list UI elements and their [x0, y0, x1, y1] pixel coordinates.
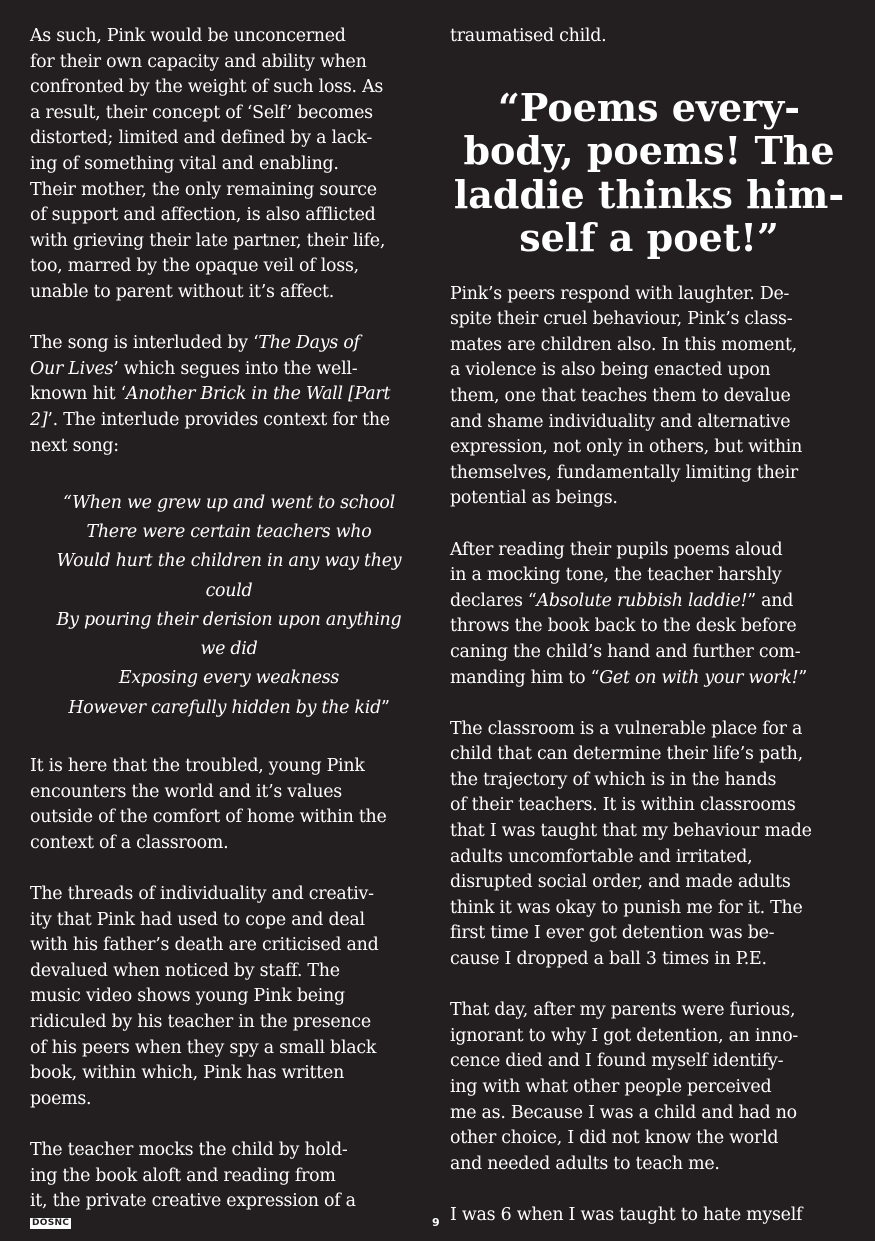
text-line: devalued when noticed by staff. The — [30, 960, 340, 981]
text-line: cause I dropped a ball 3 times in P.E. — [450, 949, 767, 970]
paragraph-that-day — [450, 998, 848, 1177]
text-line: encounters the world and it’s values — [30, 781, 342, 802]
text-line: of their teachers. It is within classrooms — [450, 795, 796, 816]
text-line: child that can determine their life’s path, — [450, 744, 803, 765]
lyric-line: Exposing every weakness — [118, 668, 340, 689]
text-line: music video shows young Pink being — [30, 986, 345, 1007]
text-line: ing with what other people perceived — [450, 1077, 772, 1097]
text-line: manding him to “Get on with your work!” — [450, 667, 808, 688]
text-line: potential as beings. — [450, 488, 618, 509]
text-line: a result, their concept of ‘Self’ becomes — [30, 102, 373, 123]
text-line: of support and affection, is also afflicted — [30, 205, 376, 226]
right-column — [450, 24, 848, 1229]
text-line: a violence is also being enacted upon — [450, 360, 771, 381]
paragraph-vulnerable — [450, 717, 848, 973]
text-line: The classroom is a vulnerable place for a — [450, 718, 803, 739]
text-line: with grieving their late partner, their life, — [30, 230, 386, 251]
text-line: The song is interluded by ‘The Days of — [30, 333, 360, 354]
text-line: for their own capacity and ability when — [30, 51, 367, 72]
lyric-line: Would hurt the children in any way they — [56, 551, 402, 572]
text-line: unable to parent without it’s affect. — [30, 281, 334, 302]
text-line: confronted by the weight of such loss. As — [30, 77, 384, 98]
text-line: first time I ever got detention was be- — [450, 923, 775, 944]
text-line: context of a classroom. — [30, 832, 229, 853]
lyric-line: we did — [200, 639, 258, 660]
lyric-line: could — [205, 580, 253, 601]
pull-quote — [450, 86, 848, 260]
text-line: mates are children also. In this moment, — [450, 334, 797, 355]
text-line: cence died and I found myself identify- — [450, 1051, 784, 1072]
text-line: declares “Absolute rubbish laddie!” and — [450, 590, 794, 611]
text-line: That day, after my parents were furious, — [450, 1000, 796, 1021]
text-line: it, the private creative expression of a — [30, 1191, 356, 1212]
paragraph-peers — [450, 282, 848, 512]
text-line: and shame individuality and alternative — [450, 411, 791, 432]
text-line: that I was taught that my behaviour made — [450, 821, 812, 842]
paragraph-reading-aloud — [450, 538, 848, 692]
paragraph-classroom — [30, 754, 428, 856]
paragraph-teacher-mocks — [30, 1138, 428, 1215]
lyric-line: However carefully hidden by the kid” — [68, 697, 390, 718]
pull-quote-line: laddie thinks him- — [453, 171, 845, 217]
text-line: next song: — [30, 435, 119, 456]
text-line: and needed adults to teach me. — [450, 1153, 720, 1174]
text-line: known hit ‘Another Brick in the Wall [Part — [30, 384, 391, 405]
text-line: ridiculed by his teacher in the presence — [30, 1012, 371, 1032]
text-line: ing of something vital and enabling. — [30, 153, 339, 174]
text-line: I was 6 when I was taught to hate myself — [450, 1204, 803, 1225]
text-line: them, one that teaches them to devalue — [450, 385, 791, 406]
pull-quote-line: body, poems! The — [463, 128, 835, 174]
text-line: traumatised child. — [450, 26, 607, 46]
text-line: Pink’s peers respond with laughter. De- — [450, 283, 790, 304]
lyric-line: “When we grew up and went to school — [63, 492, 395, 513]
text-line: ity that Pink had used to cope and deal — [30, 909, 365, 930]
text-line: spite their cruel behaviour, Pink’s class- — [450, 309, 793, 330]
text-line: throws the book back to the desk before — [450, 616, 797, 637]
text-line: with his father’s death are criticised and — [30, 935, 379, 956]
paragraph-interlude — [30, 331, 428, 459]
text-line: in a mocking tone, the teacher harshly — [450, 565, 782, 586]
text-line: expression, not only in others, but within — [450, 437, 803, 458]
text-line: disrupted social order, and made adults — [450, 872, 791, 893]
lyric-line: By pouring their derision upon anything — [56, 609, 402, 630]
text-line: of his peers when they spy a small black — [30, 1037, 377, 1058]
text-line: other choice, I did not know the world — [450, 1128, 779, 1149]
left-column — [30, 24, 428, 1215]
paragraph-age-six — [450, 1203, 848, 1229]
text-line: adults uncomfortable and irritated, — [450, 846, 753, 867]
text-line: themselves, fundamentally limiting their — [450, 462, 798, 483]
text-line: As such, Pink would be unconcerned — [30, 26, 346, 46]
page-number: 9 — [432, 1216, 440, 1229]
text-line: After reading their pupils poems aloud — [450, 539, 783, 560]
pull-quote-line: self a poet!” — [519, 215, 779, 261]
text-line: poems. — [30, 1088, 92, 1109]
text-line: The threads of individuality and creativ- — [30, 884, 374, 905]
pull-quote-line: “Poems every- — [497, 84, 801, 130]
paragraph-continued — [450, 24, 848, 50]
text-line: distorted; limited and defined by a lack- — [30, 128, 373, 149]
text-line: ignorant to why I got detention, an inno- — [450, 1025, 799, 1046]
text-line: me as. Because I was a child and had no — [450, 1102, 797, 1123]
text-line: caning the child’s hand and further com- — [450, 641, 801, 662]
text-line: Their mother, the only remaining source — [30, 179, 377, 200]
paragraph-loss — [30, 24, 428, 306]
lyric-line: There were certain teachers who — [86, 521, 372, 542]
text-line: think it was okay to punish me for it. The — [450, 897, 803, 918]
lyrics-quote — [30, 485, 428, 723]
paragraph-threads — [30, 882, 428, 1112]
text-line: 2]’. The interlude provides context for the — [30, 409, 390, 430]
publication-logo: DOSNC — [32, 1218, 70, 1228]
text-line: Our Lives’ which segues into the well- — [30, 358, 358, 379]
text-line: the trajectory of which is in the hands — [450, 769, 777, 790]
text-line: book, within which, Pink has written — [30, 1063, 345, 1084]
text-line: The teacher mocks the child by hold- — [30, 1139, 348, 1160]
text-line: It is here that the troubled, young Pink — [30, 756, 365, 777]
text-line: outside of the comfort of home within the — [30, 807, 387, 828]
text-line: too, marred by the opaque veil of loss, — [30, 256, 359, 277]
text-line: ing the book aloft and reading from — [30, 1165, 336, 1186]
